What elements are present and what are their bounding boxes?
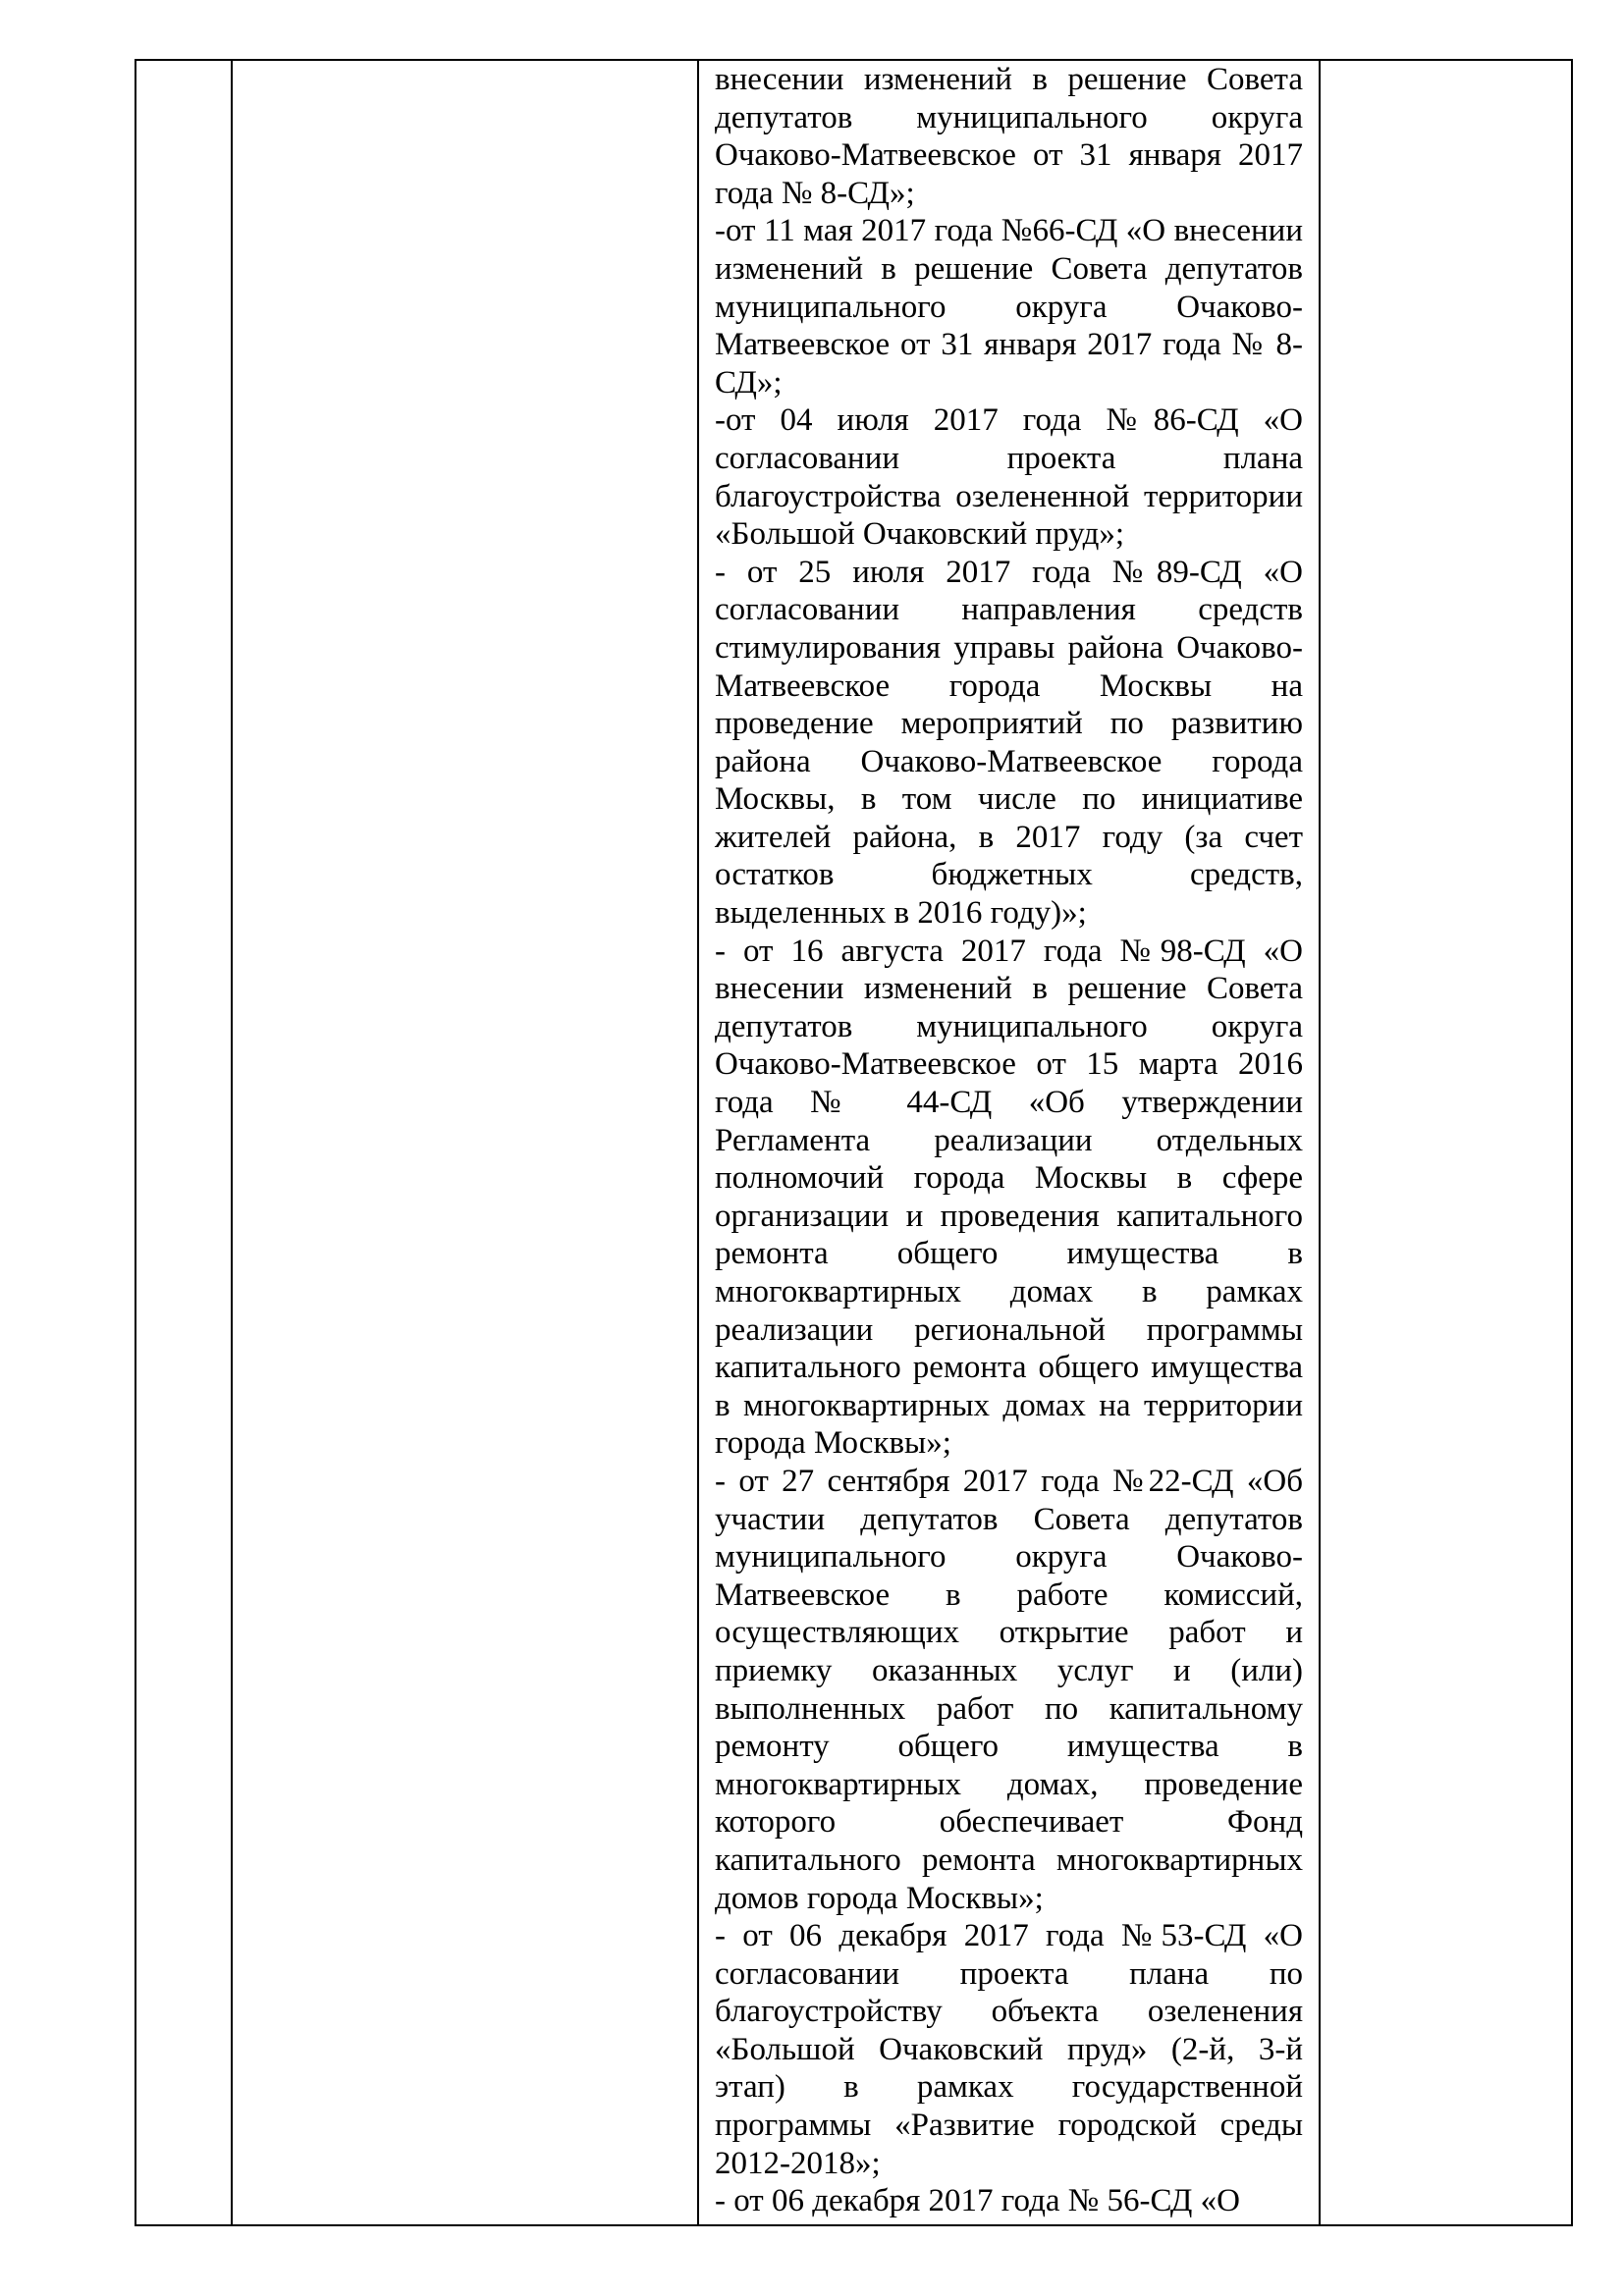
document-paragraph: -от 04 июля 2017 года №86-СД «О согласовании проекта плана благоустройства озелененной территории «Большой Очаковский пруд»; (715, 402, 1303, 553)
document-paragraph: - от 25 июля 2017 года №89-СД «О согласовании направления средств стимулирования управы района Очаково-Матвеевское города Москвы на проведение мероприятий по развитию района Очаково-Матвеевское города Москвы, в том числе по инициативе жителей района, в 2017 году (за счет остатков бюджетных средств, выделенных в 2016 году)»; (715, 554, 1303, 932)
table-cell-number (135, 60, 232, 2225)
table-cell-notes (1320, 60, 1572, 2225)
table-row (135, 60, 1572, 2225)
document-paragraph: - от 06 декабря 2017 года №53-СД «О согласовании проекта плана по благоустройству объекта озеленения «Большой Очаковский пруд» (2-й, 3-й этап) в рамках государственной программы «Развитие городской среды 2012-2018»; (715, 1918, 1303, 2181)
table-cell-subject (232, 60, 698, 2225)
document-list (699, 61, 1319, 2220)
document-paragraph: внесении изменений в решение Совета депутатов муниципального округа Очаково-Матвеевское от 31 января 2017 года № 8-СД»; (715, 62, 1303, 211)
table-cell-documents (698, 60, 1320, 2225)
document-paragraph: - от 16 августа 2017 года №98-СД «О внесении изменений в решение Совета депутатов муниципального округа Очаково-Матвеевское от 15 марта 2016 года № 44-СД «Об утверждении Регламента реализации отдельных полномочий города Москвы в сфере организации и проведения капитального ремонта общего имущества в многоквартирных домах в рамках реализации региональной программы капитального ремонта общего имущества в многоквартирных домах на территории города Москвы»; (715, 933, 1303, 1462)
document-paragraph: - от 06 декабря 2017 года № 56-СД «О (715, 2183, 1240, 2219)
document-paragraph: - от 27 сентября 2017 года №22-СД «Об участии депутатов Совета депутатов муниципального округа Очаково-Матвеевское в работе комиссий, осуществляющих открытие работ и приемку оказанных услуг и (или) выполненных работ по капитальному ремонту общего имущества в многоквартирных домах, проведение которого обеспечивает Фонд капитального ремонта многоквартирных домов города Москвы»; (715, 1463, 1303, 1916)
document-paragraph: -от 11 мая 2017 года №66-СД «О внесении изменений в решение Совета депутатов муниципального округа Очаково-Матвеевское от 31 января 2017 года № 8-СД»; (715, 213, 1303, 400)
document-table (135, 59, 1573, 2226)
